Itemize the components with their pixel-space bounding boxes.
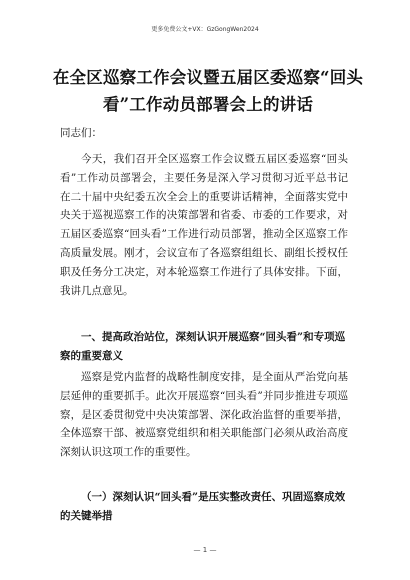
paragraph-section-1: 巡察是党内监督的战略性制度安排，是全面从严治党向基层延伸的重要抓手。此次开展巡察“回头看”并同步推进专项巡察，是区委贯彻党中央决策部署、深化政治监督的重要举措，全体巡察干部、被巡察党组织和相关职能部门必须从政治高度深刻认识这项工作的重要性。 [60,371,348,459]
subheading-1: （一）深刻认识“回头看”是压实整改责任、巩固巡察成效的关键举措 [60,491,346,522]
header-note: 更多免费公文+VX：GzGongWen2024 [151,26,259,33]
paragraph-intro: 今天，我们召开全区巡察工作会议暨五届区委巡察“回头看”工作动员部署会，主要任务是深入学习贯彻习近平总书记在二十届中央纪委五次全会上的重要讲话精神，全面落实党中央关于巡视巡察工作的决策部署和省委、市委的工作要求，对五届区委巡察“回头看”工作进行动员部署，推动全区巡察工作高质量发展。刚才，会议宣布了各巡察组组长、副组长授权任职及任务分工决定，对本轮巡察工作进行了具体安排。下面，我讲几点意见。 [60,153,348,297]
page-number: — 1 — [193,546,217,554]
section-heading-1: 一、提高政治站位，深刻认识开展巡察“回头看”和专项巡察的重要意义 [60,331,346,362]
document-title: 在全区巡察工作会议暨五届区委巡察“回头看”工作动员部署会上的讲话 [52,68,364,114]
greeting: 同志们： [60,127,102,139]
